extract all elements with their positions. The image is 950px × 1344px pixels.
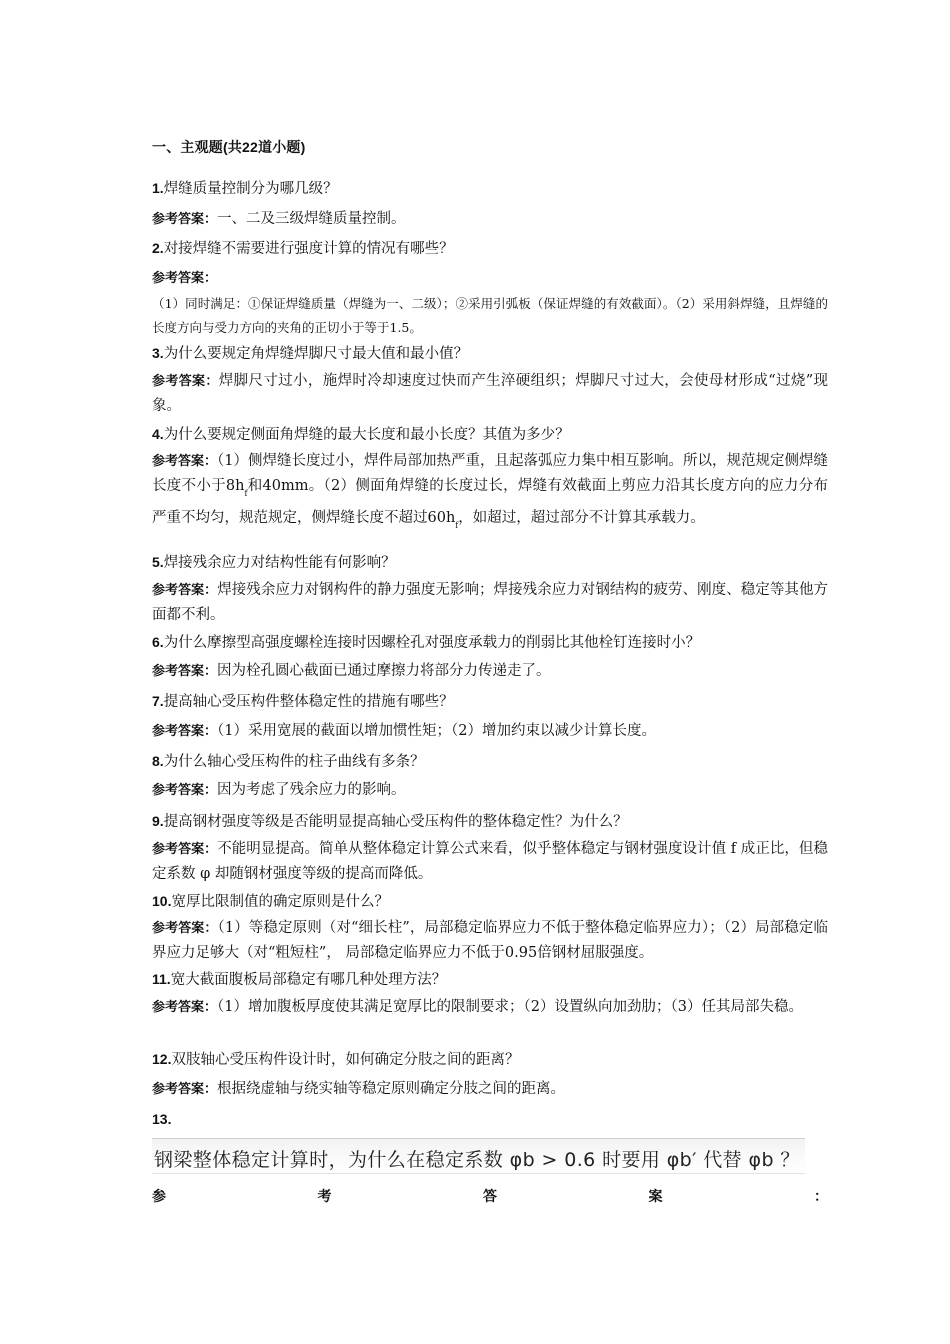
question-13-image-text: 钢梁整体稳定计算时，为什么在稳定系数 φb > 0.6 时要用 φb′ 代替 φb ？ (154, 1149, 800, 1171)
answer-text: 一、二及三级焊缝质量控制。 (217, 211, 406, 227)
question-6 (152, 631, 828, 654)
question-text: 焊接残余应力对结构性能有何影响？ (163, 555, 396, 571)
answer-text: 根据绕虚轴与绕实轴等稳定原则确定分肢之间的距离。 (217, 1081, 566, 1097)
question-number: 6. (152, 634, 164, 650)
answer-label-char: 考 (317, 1188, 332, 1204)
answer-12 (152, 1076, 828, 1102)
question-text: 提高轴心受压构件整体稳定性的措施有哪些？ (163, 694, 454, 710)
question-4 (152, 423, 828, 446)
question-text: 为什么要规定侧面角焊缝的最大长度和最小长度？其值为多少？ (163, 427, 570, 443)
answer-label-char: ： (814, 1188, 828, 1204)
answer-label: 参考答案： (152, 920, 218, 935)
answer-9 (152, 836, 828, 887)
answer-label: 参考答案： (152, 1081, 218, 1096)
answer-13-label (152, 1186, 828, 1206)
question-number: 2. (152, 240, 164, 256)
answer-text: 焊接残余应力对钢构件的静力强度无影响；焊接残余应力对钢结构的疲劳、刚度、稳定等其他方面都不利。 (152, 582, 828, 623)
answer-text: （1）采用宽展的截面以增加惯性矩；（2）增加约束以减少计算长度。 (217, 723, 656, 739)
subscript-f: f (455, 521, 459, 530)
answer-8 (152, 777, 828, 803)
answer-2-label-line (152, 265, 828, 291)
answer-4 (152, 448, 828, 538)
question-10 (152, 890, 828, 913)
question-text: 为什么摩擦型高强度螺栓连接时因螺栓孔对强度承载力的削弱比其他栓钉连接时小？ (163, 635, 701, 651)
answer-text-part-3: ，如超过，超过部分不计算其承载力。 (458, 510, 705, 526)
question-number: 4. (152, 426, 164, 442)
question-number: 3. (152, 345, 164, 361)
question-number: 7. (152, 693, 164, 709)
answer-label-char: 案 (648, 1188, 663, 1204)
question-text: 对接焊缝不需要进行强度计算的情况有哪些？ (163, 241, 454, 257)
answer-1 (152, 206, 828, 232)
answer-text: （1）等稳定原则（对“细长柱”，局部稳定临界应力不低于整体稳定临界应力）；（2）局部稳定临界应力足够大（对“粗短柱”， 局部稳定临界应力不低于0.95倍钢材屈服强度。 (152, 920, 828, 961)
question-number: 5. (152, 554, 164, 570)
answer-text: 因为考虑了残余应力的影响。 (217, 782, 406, 798)
question-5 (152, 551, 828, 574)
answer-label: 参考答案： (152, 211, 218, 226)
answer-7 (152, 718, 828, 744)
answer-label-char: 答 (483, 1188, 497, 1204)
question-number: 1. (152, 180, 164, 196)
answer-label: 参考答案： (152, 723, 218, 738)
answer-label: 参考答案： (152, 999, 218, 1014)
answer-text: （1）增加腹板厚度使其满足宽厚比的限制要求；（2）设置纵向加劲肋；（3）任其局部失稳。 (217, 999, 803, 1015)
answer-label-char: 参 (152, 1188, 166, 1204)
question-number: 8. (152, 753, 164, 769)
question-13-image (152, 1138, 805, 1174)
answer-6 (152, 658, 828, 684)
question-1 (152, 177, 828, 200)
answer-label: 参考答案： (152, 270, 218, 285)
answer-text: （1）同时满足：①保证焊缝质量（焊缝为一、二级）；②采用引弧板（保证焊缝的有效截面）。（2）采用斜焊缝，且焊缝的长度方向与受力方向的夹角的正切小于等于1.5。 (152, 296, 828, 335)
question-text: 双肢轴心受压构件设计时，如何确定分肢之间的距离？ (171, 1052, 520, 1068)
question-8 (152, 750, 828, 773)
answer-text: 因为栓孔圆心截面已通过摩擦力将部分力传递走了。 (217, 663, 551, 679)
answer-2 (152, 292, 828, 340)
answer-text: 焊脚尺寸过小，施焊时冷却速度过快而产生淬硬组织；焊脚尺寸过大，会使母材形成“过烧”现象。 (152, 373, 828, 414)
answer-text-part-2: 和40mm。（2）侧面角焊缝的长度过长，焊缝有效截面上剪应力沿其长度方向的应力分布严重不均匀，规范规定，侧焊缝长度不超过60h (152, 478, 828, 526)
question-3 (152, 342, 828, 365)
subscript-f: f (244, 489, 248, 498)
question-text: 为什么要规定角焊缝焊脚尺寸最大值和最小值？ (163, 346, 469, 362)
answer-label: 参考答案： (152, 782, 218, 797)
question-11 (152, 968, 828, 991)
question-text: 为什么轴心受压构件的柱子曲线有多条？ (163, 754, 425, 770)
question-12 (152, 1048, 828, 1071)
answer-label: 参考答案： (152, 582, 218, 597)
answer-text-part-1: （1）侧焊缝长度过小，焊件局部加热严重，且起落弧应力集中相互影响。所以，规范规定侧焊缝长度不小于8h (152, 453, 828, 494)
question-text: 焊缝质量控制分为哪几级？ (163, 181, 338, 197)
section-title: 一、主观题(共22道小题) (152, 139, 306, 155)
question-text: 提高钢材强度等级是否能明显提高轴心受压构件的整体稳定性？为什么？ (163, 814, 628, 830)
question-text: 宽厚比限制值的确定原则是什么？ (171, 894, 389, 910)
question-9 (152, 810, 828, 833)
question-number: 12. (152, 1051, 172, 1067)
answer-label: 参考答案： (152, 453, 218, 468)
question-13 (152, 1108, 828, 1131)
answer-label: 参考答案： (152, 373, 219, 388)
question-2 (152, 237, 828, 260)
question-text: 宽大截面腹板局部稳定有哪几种处理方法？ (170, 972, 447, 988)
question-number: 9. (152, 813, 164, 829)
answer-label: 参考答案： (152, 663, 218, 678)
question-number: 13. (152, 1111, 172, 1127)
question-number: 11. (152, 971, 171, 987)
answer-text: 不能明显提高。简单从整体稳定计算公式来看，似乎整体稳定与钢材强度设计值 f 成正比，但稳定系数 φ 却随钢材强度等级的提高而降低。 (152, 841, 828, 882)
answer-11 (152, 994, 828, 1020)
answer-3 (152, 368, 828, 419)
answer-10 (152, 915, 828, 966)
answer-label: 参考答案： (152, 841, 218, 856)
answer-5 (152, 577, 828, 628)
question-7 (152, 690, 828, 713)
question-number: 10. (152, 893, 172, 909)
